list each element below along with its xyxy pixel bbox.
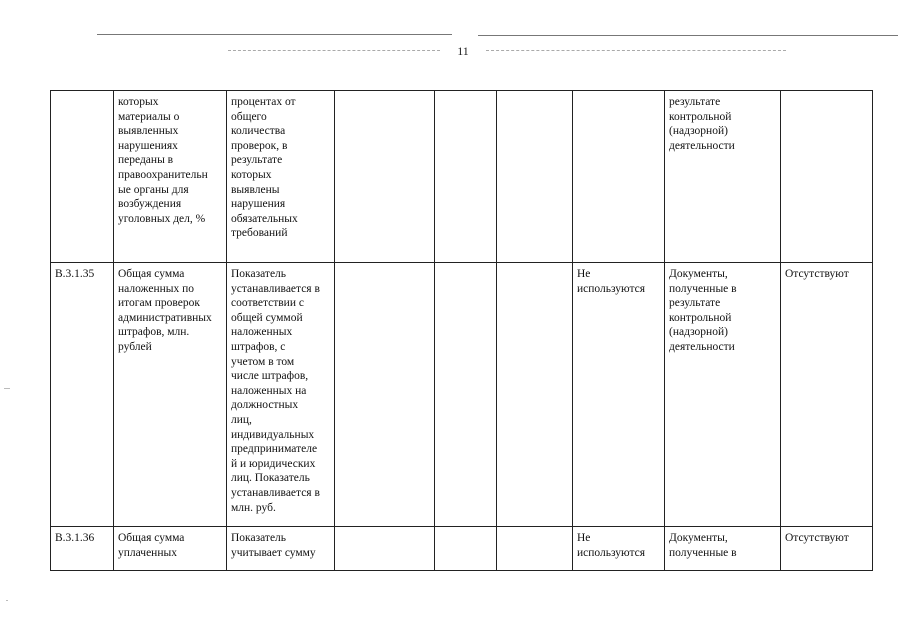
empty-cell xyxy=(335,91,435,263)
scan-speck xyxy=(6,600,8,601)
scan-speck xyxy=(4,388,10,389)
indicator-name-cell: Общая сумма уплаченных xyxy=(114,527,227,571)
empty-cell xyxy=(435,263,497,527)
availability-cell xyxy=(781,91,873,263)
page-number: 11 xyxy=(457,44,469,58)
usage-cell xyxy=(573,91,665,263)
header-dash-left xyxy=(228,50,440,51)
usage-cell: Не используются xyxy=(573,527,665,571)
table-row xyxy=(51,263,873,527)
empty-cell xyxy=(435,527,497,571)
indicator-name-cell: Общая сумма наложенных по итогам проверок административных штрафов, млн. рублей xyxy=(114,263,227,527)
indicators-table xyxy=(50,90,873,571)
empty-cell xyxy=(335,527,435,571)
empty-cell xyxy=(435,91,497,263)
header-rule-right xyxy=(478,35,898,36)
header-rule-left xyxy=(97,34,452,35)
indicator-description-cell: Показатель учитывает сумму xyxy=(227,527,335,571)
indicator-description-cell: Показатель устанавливается в соответствии с общей суммой наложенных штрафов, с учетом в том числе штрафов, наложенных на должностных лиц, индивидуальных предпринимателе й и юридических лиц. Показатель устанавливается в млн. руб. xyxy=(227,263,335,527)
header-dash-right xyxy=(486,50,786,51)
availability-cell: Отсутствуют xyxy=(781,263,873,527)
availability-cell: Отсутствуют xyxy=(781,527,873,571)
empty-cell xyxy=(335,263,435,527)
table-row xyxy=(51,91,873,263)
indicator-code-cell xyxy=(51,91,114,263)
sources-cell: Документы, полученные в xyxy=(665,527,781,571)
table-row xyxy=(51,527,873,571)
usage-cell: Не используются xyxy=(573,263,665,527)
indicator-description-cell: процентах от общего количества проверок, в результате которых выявлены нарушения обязательных требований xyxy=(227,91,335,263)
empty-cell xyxy=(497,527,573,571)
sources-cell: Документы, полученные в результате контрольной (надзорной) деятельности xyxy=(665,263,781,527)
indicator-code-cell: В.3.1.35 xyxy=(51,263,114,527)
empty-cell xyxy=(497,263,573,527)
indicator-name-cell: которых материалы о выявленных нарушениях переданы в правоохранительн ые органы для возбуждения уголовных дел, % xyxy=(114,91,227,263)
indicator-code-cell: В.3.1.36 xyxy=(51,527,114,571)
empty-cell xyxy=(497,91,573,263)
sources-cell: результате контрольной (надзорной) деятельности xyxy=(665,91,781,263)
